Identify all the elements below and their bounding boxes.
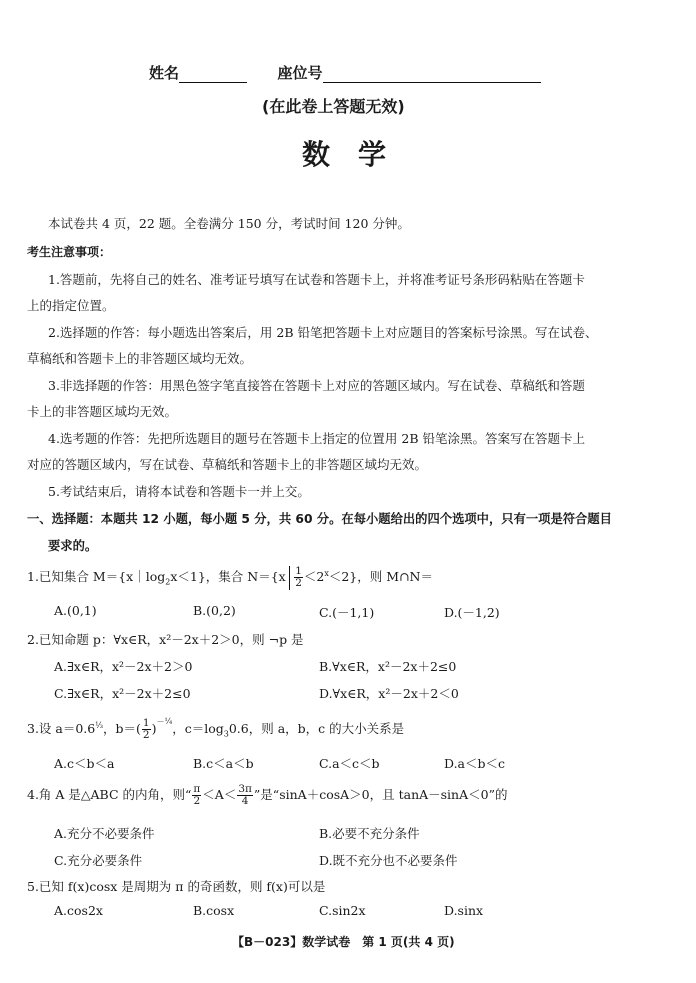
invalid-note: (在此卷上答题无效) bbox=[262, 97, 405, 116]
q4-option-a: A.充分不必要条件 bbox=[54, 826, 155, 841]
name-label: 姓名 bbox=[149, 64, 180, 82]
name-blank bbox=[179, 68, 247, 83]
q5-option-a: A.cos2x bbox=[54, 903, 103, 918]
name-label-group bbox=[149, 62, 541, 83]
q2-option-b: B.∀x∈R，x²－2x＋2≤0 bbox=[319, 659, 457, 674]
question-5-stem: 5.已知 f(x)cosx 是周期为 π 的奇函数，则 f(x)可以是 bbox=[27, 879, 326, 894]
section-1-heading: 一、选择题：本题共 12 小题，每小题 5 分，共 60 分。在每小题给出的四个选项中，只有一项是符合题目 bbox=[27, 512, 612, 526]
notice-2-line-2: 草稿纸和答题卡上的非答题区域均无效。 bbox=[27, 351, 253, 366]
notice-2-line-1: 2.选择题的作答：每小题选出答案后，用 2B 铅笔把答题卡上对应题目的答案标号涂黑。写在试卷、 bbox=[48, 325, 598, 340]
fraction-one-half: $\frac{1}{2}$ bbox=[142, 717, 150, 742]
q5-option-b: B.cosx bbox=[193, 903, 235, 918]
intro-text: 本试卷共 4 页，22 题。全卷满分 150 分，考试时间 120 分钟。 bbox=[48, 216, 410, 231]
fraction-pi-over-2: $\frac{\pi}{2}$ bbox=[193, 783, 201, 807]
q1-option-d: D.(－1,2) bbox=[444, 605, 500, 620]
fraction-one-half: $\frac{1}{2}$ bbox=[295, 565, 302, 590]
q3-option-b: B.c＜a＜b bbox=[193, 756, 254, 771]
question-2-stem: 2.已知命题 p：∀x∈R，x²－2x＋2＞0，则 ¬p 是 bbox=[27, 632, 304, 647]
notice-title: 考生注意事项： bbox=[27, 245, 112, 259]
question-4-stem: 4.角 A 是△ABC 的内角，则“ $\frac{\pi}{2}$ ＜A＜ $\frac{3\pi}{4}$ ”是“sinA＋cosA＞0，且 tanA－sinA＜0”的 bbox=[27, 783, 508, 807]
notice-1-line-2: 上的指定位置。 bbox=[27, 298, 115, 313]
q2-option-c: C.∃x∈R，x²－2x＋2≤0 bbox=[54, 686, 191, 701]
q1-option-a: A.(0,1) bbox=[54, 603, 97, 618]
page-footer: 【B－023】数学试卷 第 1 页(共 4 页) bbox=[232, 935, 455, 949]
q4-option-d: D.既不充分也不必要条件 bbox=[319, 853, 458, 868]
notice-1-line-1: 1.答题前，先将自己的姓名、准考证号填写在试卷和答题卡上，并将准考证号条形码粘贴在答题卡 bbox=[48, 272, 585, 287]
notice-4-line-2: 对应的答题区域内，写在试卷、草稿纸和答题卡上的非答题区域均无效。 bbox=[27, 457, 428, 472]
notice-5: 5.考试结束后，请将本试卷和答题卡一并上交。 bbox=[48, 484, 310, 499]
notice-4-line-1: 4.选考题的作答：先把所选题目的题号在答题卡上指定的位置用 2B 铅笔涂黑。答案写在答题卡上 bbox=[48, 431, 586, 446]
seat-blank bbox=[323, 68, 541, 83]
q1-option-b: B.(0,2) bbox=[193, 603, 236, 618]
q2-option-a: A.∃x∈R，x²－2x＋2＞0 bbox=[54, 659, 193, 674]
q5-option-d: D.sinx bbox=[444, 903, 484, 918]
section-1-heading-cont: 要求的。 bbox=[48, 539, 98, 553]
seat-label: 座位号 bbox=[277, 64, 323, 82]
q3-option-d: D.a＜b＜c bbox=[444, 756, 506, 771]
question-1-stem: 1.已知集合 $M=\{x|\log_2x<1\}$，集合 N＝{x $\frac{1}{2}$ $<2^x<2$}，则 M∩N＝ bbox=[27, 565, 433, 590]
notice-3-line-2: 卡上的非答题区域均无效。 bbox=[27, 404, 178, 419]
set-divider bbox=[289, 566, 291, 590]
question-3-stem: 3.设 $a=0.6^{\frac{1}{3}}$，b＝( $\frac{1}{2}$ )$^{-\frac{1}{4}}$，$c=\log_30.6$，则 a，b，c 的大小关系是 bbox=[27, 717, 405, 742]
notice-3-line-1: 3.非选择题的作答：用黑色签字笔直接答在答题卡上对应的答题区域内。写在试卷、草稿纸和答题 bbox=[48, 378, 585, 393]
q3-option-a: A.c＜b＜a bbox=[54, 756, 115, 771]
q3-option-c: C.a＜c＜b bbox=[319, 756, 380, 771]
fraction-3pi-over-4: $\frac{3\pi}{4}$ bbox=[238, 783, 252, 807]
q2-option-d: D.∀x∈R，x²－2x＋2＜0 bbox=[319, 686, 459, 701]
q4-option-c: C.充分必要条件 bbox=[54, 853, 143, 868]
q4-option-b: B.必要不充分条件 bbox=[319, 826, 420, 841]
q1-option-c: C.(－1,1) bbox=[319, 605, 375, 620]
q5-option-c: C.sin2x bbox=[319, 903, 366, 918]
page-title: 数 学 bbox=[302, 138, 387, 171]
